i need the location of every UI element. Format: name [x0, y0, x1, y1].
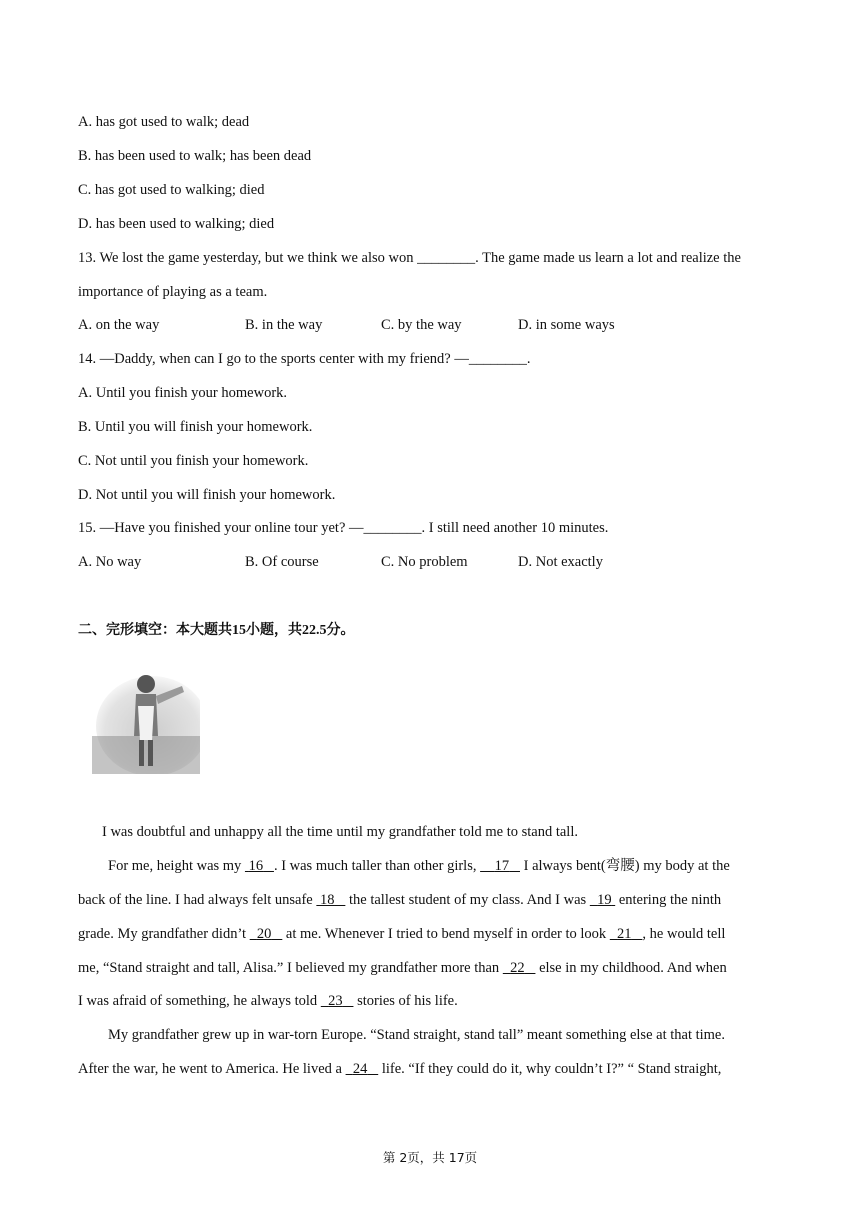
- section-heading: [78, 620, 355, 641]
- q13-stem-line1: 13. We lost the game yesterday, but we think we also won ________. The game made us learn a lot and realize the: [78, 250, 741, 266]
- passage-text: . I was much taller than other girls,: [273, 858, 481, 874]
- blank-18[interactable]: 18: [319, 892, 335, 908]
- q14-option-a: A. Until you finish your homework.: [78, 385, 288, 401]
- blank-16[interactable]: 16: [248, 858, 264, 874]
- blank-24[interactable]: 24: [352, 1061, 368, 1077]
- passage-line: [78, 924, 725, 944]
- passage-text: else in my childhood. And when: [535, 960, 727, 976]
- q12-option-c: C. has got used to walking; died: [78, 182, 265, 198]
- heading-mid: 小题，共: [246, 622, 302, 638]
- passage-line: [78, 1059, 721, 1079]
- passage-line: [78, 890, 721, 910]
- q15-stem: 15. —Have you finished your online tour yet? —________. I still need another 10 minutes.: [78, 520, 609, 536]
- passage-text: stories of his life.: [353, 993, 458, 1009]
- q13-options: [78, 315, 778, 335]
- q15-options: [78, 552, 778, 572]
- q14-stem: 14. —Daddy, when can I go to the sports center with my friend? —________.: [78, 351, 531, 367]
- passage-text: grade. My grandfather didn’t: [78, 926, 250, 942]
- q13-stem-line2: importance of playing as a team.: [78, 284, 268, 300]
- q12-option-d: D. has been used to walking; died: [78, 216, 275, 232]
- passage-text: I always bent(弯腰) my body at the: [519, 858, 730, 874]
- passage-text: I was afraid of something, he always told: [78, 993, 321, 1009]
- passage-line: [78, 958, 727, 978]
- passage-text: me, “Stand straight and tall, Alisa.” I believed my grandfather more than: [78, 960, 503, 976]
- q12-option-a: A. has got used to walk; dead: [78, 114, 250, 130]
- passage-text: at me. Whenever I tried to bend myself in order to look: [282, 926, 610, 942]
- q15-option-b: B. Of course: [245, 554, 319, 570]
- passage-text: entering the ninth: [615, 892, 722, 908]
- q15-option-a: A. No way: [78, 554, 142, 570]
- passage-line: [78, 991, 458, 1011]
- passage-text: , he would tell: [642, 926, 726, 942]
- passage-text: For me, height was my: [108, 858, 245, 874]
- blank-23[interactable]: 23: [328, 993, 343, 1009]
- q15-option-c: C. No problem: [381, 554, 468, 570]
- passage-text: After the war, he went to America. He lived a: [78, 1061, 346, 1077]
- heading-prefix: 二、完形填空：本大题共: [78, 622, 232, 638]
- heading-score: 22.5: [302, 623, 327, 638]
- passage-line: [108, 1025, 725, 1045]
- q13-option-a: A. on the way: [78, 317, 160, 333]
- blank-21[interactable]: 21: [617, 926, 632, 942]
- blank-20[interactable]: 20: [256, 926, 272, 942]
- passage-intro: I was doubtful and unhappy all the time until my grandfather told me to stand tall.: [102, 824, 578, 840]
- passage-text: back of the line. I had always felt unsafe: [78, 892, 317, 908]
- q13-option-d: D. in some ways: [518, 317, 615, 333]
- heading-suffix: 分。: [326, 622, 355, 638]
- passage-text: life. “If they could do it, why couldn’t I?” “ Stand straight,: [378, 1061, 722, 1077]
- blank-17[interactable]: 17: [494, 858, 510, 874]
- q14-option-b: B. Until you will finish your homework.: [78, 419, 313, 435]
- passage-text: the tallest student of my class. And I was: [345, 892, 590, 908]
- passage-text: My grandfather grew up in war-torn Europe. “Stand straight, stand tall” meant something else at that time.: [108, 1027, 725, 1043]
- passage-photo: [92, 666, 200, 774]
- passage-line: [108, 856, 730, 876]
- q14-option-c: C. Not until you finish your homework.: [78, 453, 309, 469]
- q14-option-d: D. Not until you will finish your homework.: [78, 487, 336, 503]
- blank-19[interactable]: 19: [597, 892, 612, 908]
- blank-22[interactable]: 22: [510, 960, 525, 976]
- page-footer: 第 2页，共 17页: [382, 1150, 478, 1165]
- heading-count: 15: [232, 623, 246, 638]
- q15-option-d: D. Not exactly: [518, 554, 603, 570]
- q13-option-b: B. in the way: [245, 317, 323, 333]
- q13-option-c: C. by the way: [381, 317, 462, 333]
- q12-option-b: B. has been used to walk; has been dead: [78, 148, 312, 164]
